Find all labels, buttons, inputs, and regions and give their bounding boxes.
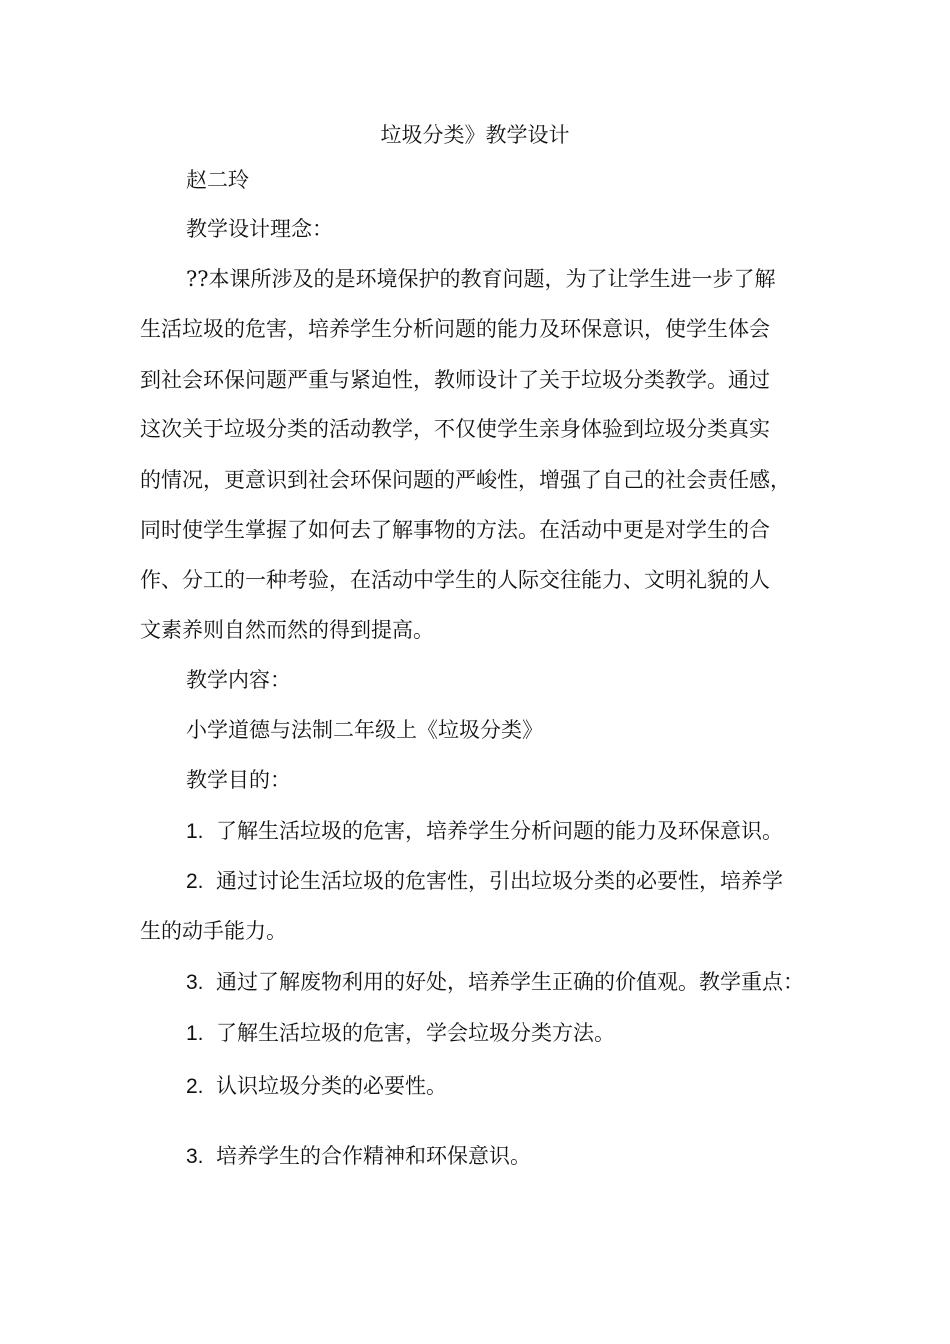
key-point-number: 2.	[186, 1075, 204, 1098]
philosophy-line: 文素养则自然而然的得到提高。	[140, 618, 434, 642]
goal-item	[186, 816, 783, 847]
key-point-number: 1.	[186, 1022, 204, 1045]
key-point-text: 培养学生的合作精神和环保意识。	[216, 1144, 531, 1168]
goal-item	[186, 967, 804, 998]
goals-heading: 教学目的：	[186, 768, 291, 792]
philosophy-line: 到社会环保问题严重与紧迫性，教师设计了关于垃圾分类教学。通过	[140, 368, 770, 392]
key-point-text: 了解生活垃圾的危害，学会垃圾分类方法。	[216, 1021, 615, 1045]
philosophy-line: 同时使学生掌握了如何去了解事物的方法。在活动中更是对学生的合	[140, 518, 770, 542]
philosophy-line: 这次关于垃圾分类的活动教学，不仅使学生亲身体验到垃圾分类真实	[140, 417, 770, 441]
philosophy-line: 作、分工的一种考验，在活动中学生的人际交往能力、文明礼貌的人	[140, 568, 770, 592]
goal-continuation: 生的动手能力。	[140, 919, 287, 943]
philosophy-line: ??本课所涉及的是环境保护的教育问题，为了让学生进一步了解	[186, 267, 776, 291]
philosophy-line: 的情况，更意识到社会环保问题的严峻性，增强了自己的社会责任感，	[140, 468, 791, 492]
goal-text: 了解生活垃圾的危害，培养学生分析问题的能力及环保意识。	[216, 819, 783, 843]
goal-number: 2.	[186, 870, 204, 893]
goal-number: 1.	[186, 820, 204, 843]
philosophy-heading: 教学设计理念：	[186, 217, 333, 241]
document-title: 垃圾分类》教学设计	[380, 123, 570, 147]
key-point-item	[186, 1018, 615, 1049]
philosophy-line: 生活垃圾的危害，培养学生分析问题的能力及环保意识，使学生体会	[140, 317, 770, 341]
goal-item	[186, 866, 783, 897]
content-heading: 教学内容：	[186, 668, 291, 692]
key-point-item	[186, 1071, 447, 1102]
content-text: 小学道德与法制二年级上《垃圾分类》	[186, 718, 543, 742]
goal-text: 通过讨论生活垃圾的危害性，引出垃圾分类的必要性，培养学	[216, 869, 783, 893]
key-point-item	[186, 1141, 531, 1172]
key-point-number: 3.	[186, 1145, 204, 1168]
goal-text: 通过了解废物利用的好处，培养学生正确的价值观。教学重点：	[216, 970, 804, 994]
author-name: 赵二玲	[186, 168, 249, 192]
key-point-text: 认识垃圾分类的必要性。	[216, 1074, 447, 1098]
goal-number: 3.	[186, 971, 204, 994]
